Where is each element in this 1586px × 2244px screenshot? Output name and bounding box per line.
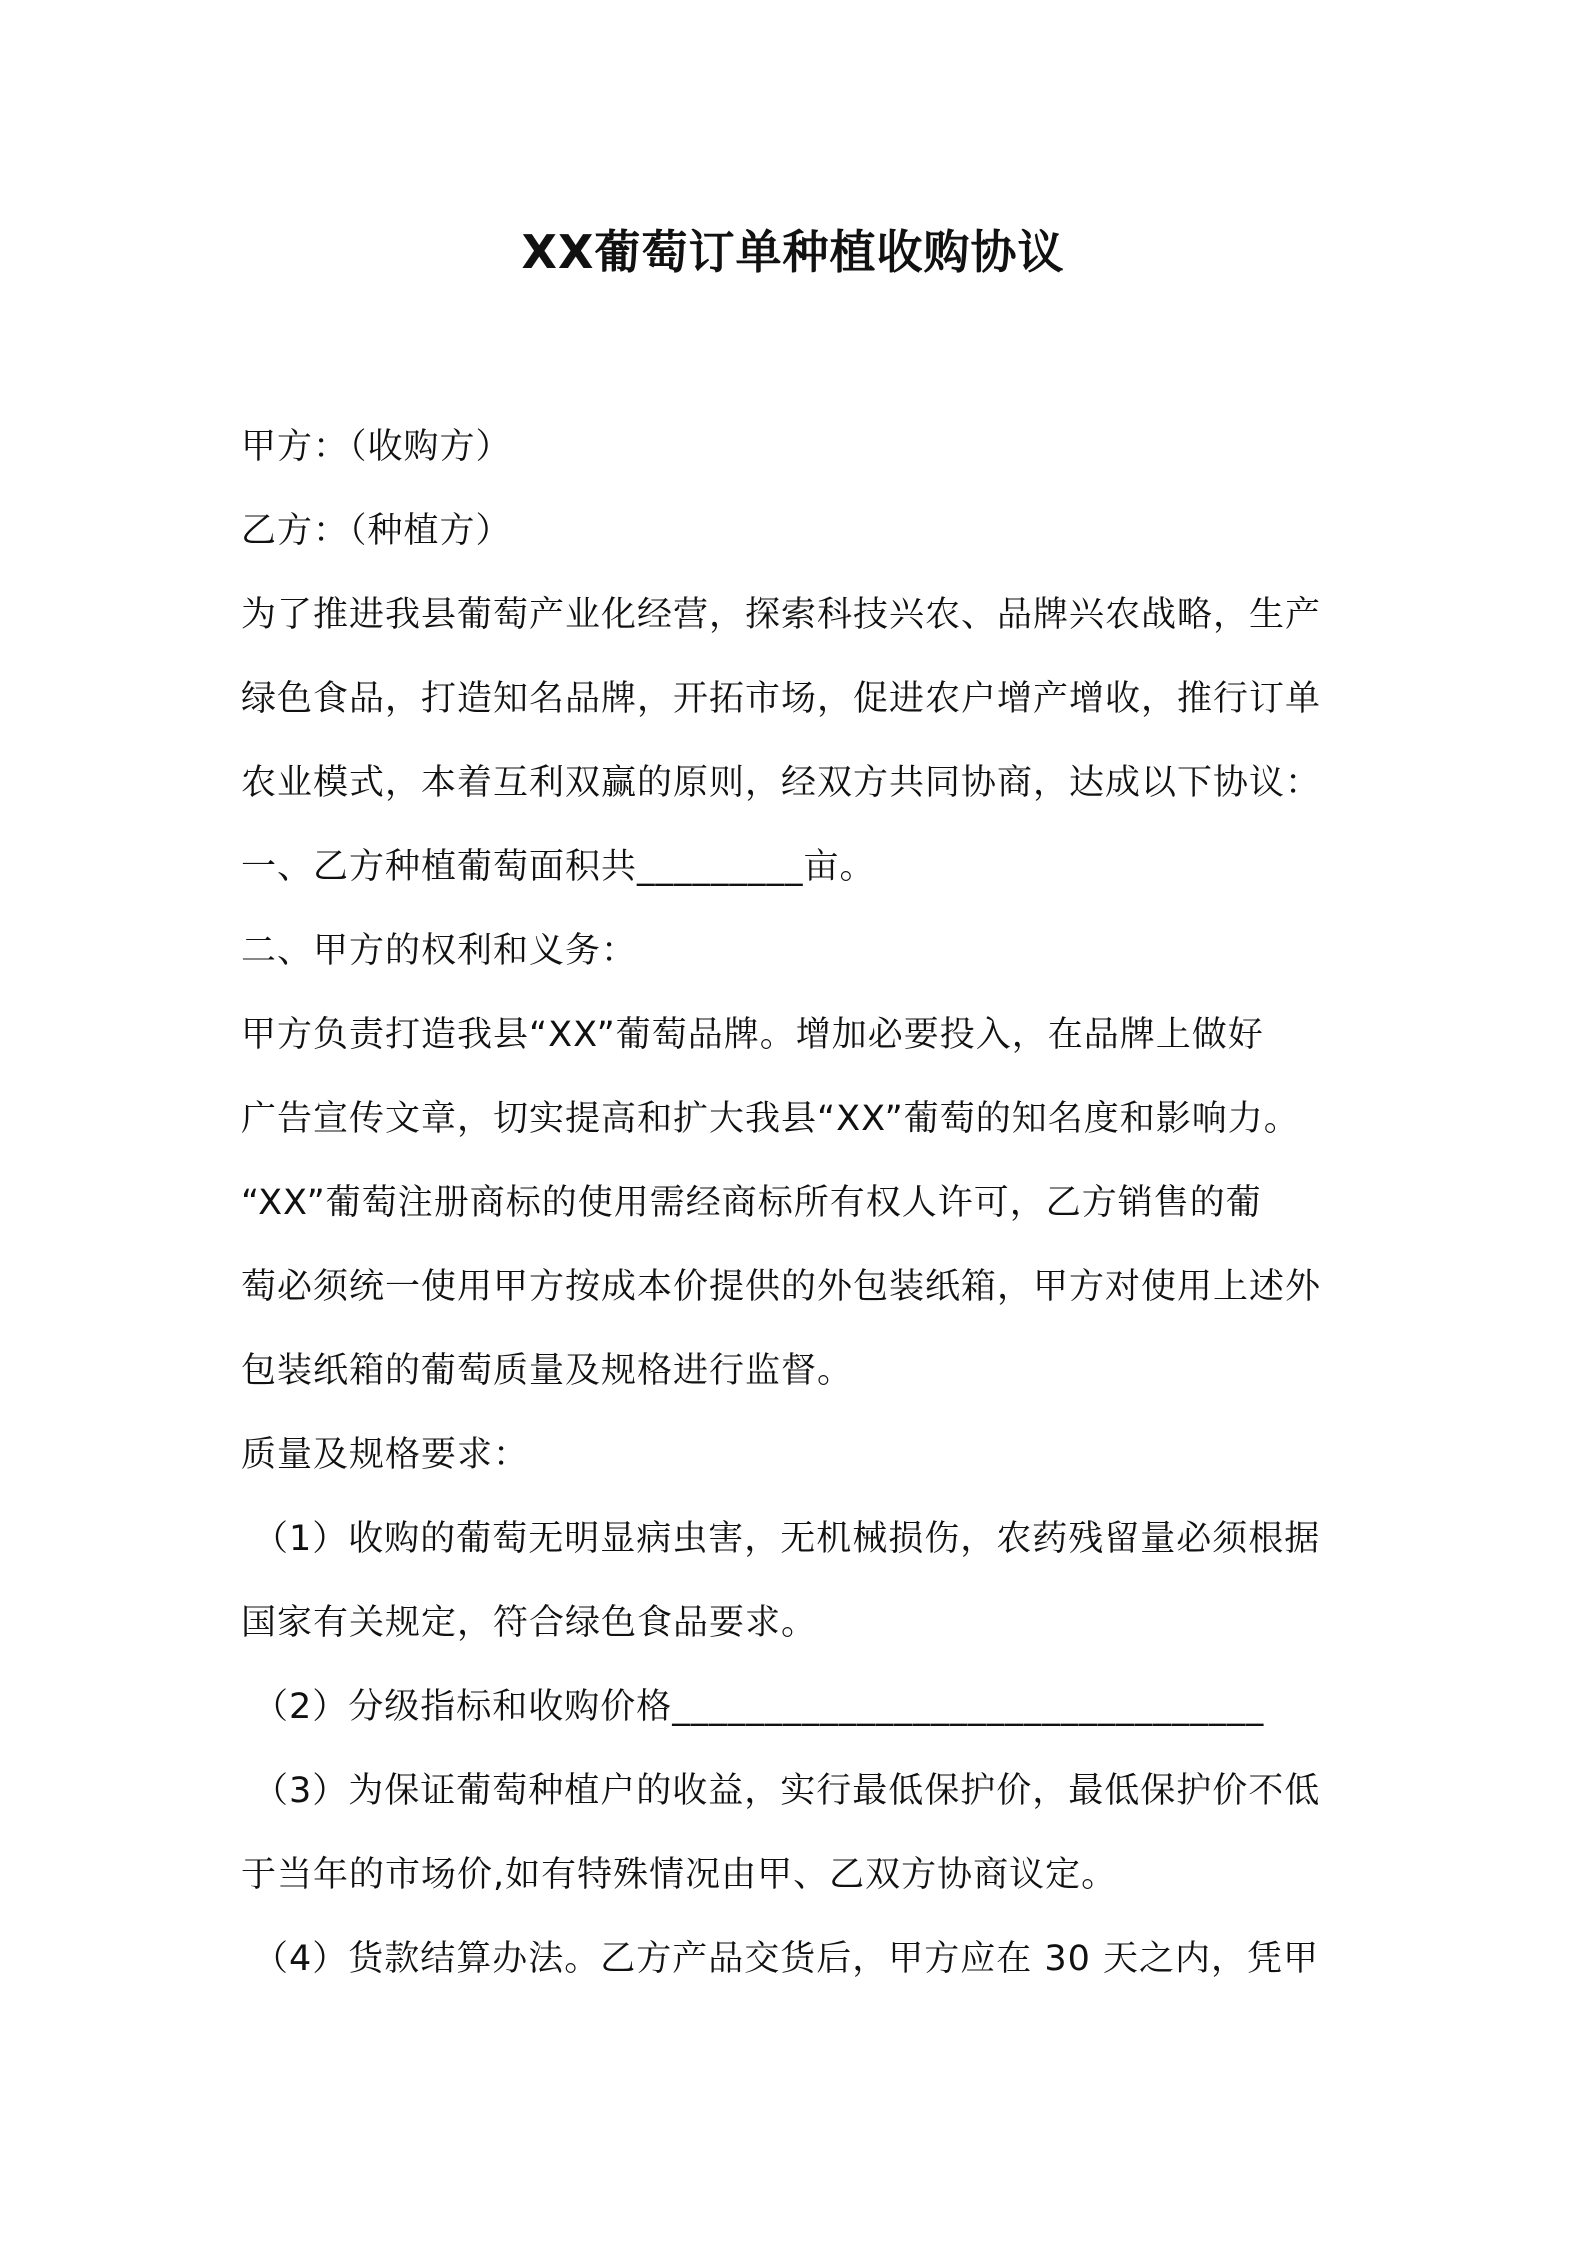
quality-item-3-line: 于当年的市场价,如有特殊情况由甲、乙双方协商议定。 — [241, 1855, 1118, 1895]
preamble-line: 农业模式，本着互利双赢的原则，经双方共同协商，达成以下协议： — [241, 763, 1322, 803]
clause-1-line: 一、乙方种植葡萄面积共_________亩。 — [241, 847, 876, 887]
clause-2-paragraph-line: 广告宣传文章，切实提高和扩大我县“XX”葡萄的知名度和影响力。 — [241, 1099, 1300, 1139]
party-a-line: 甲方：（收购方） — [241, 427, 512, 467]
clause-2-paragraph-line: 萄必须统一使用甲方按成本价提供的外包装纸箱，甲方对使用上述外 — [241, 1267, 1322, 1307]
quality-item-2-line: （2）分级指标和收购价格________________________________ — [253, 1687, 1265, 1727]
quality-item-3-line: （3）为保证葡萄种植户的收益，实行最低保护价，最低保护价不低 — [253, 1771, 1321, 1811]
preamble-line: 绿色食品，打造知名品牌，开拓市场，促进农户增产增收，推行订单 — [241, 679, 1322, 719]
clause-2-paragraph-line: 甲方负责打造我县“XX”葡萄品牌。增加必要投入，在品牌上做好 — [241, 1015, 1264, 1055]
party-b-line: 乙方：（种植方） — [241, 511, 512, 551]
preamble-line: 为了推进我县葡萄产业化经营，探索科技兴农、品牌兴农战略，生产 — [241, 595, 1322, 635]
quality-item-4-line: （4）货款结算办法。乙方产品交货后，甲方应在 30 天之内，凭甲 — [253, 1939, 1320, 1979]
quality-item-1-line: 国家有关规定，符合绿色食品要求。 — [241, 1603, 818, 1643]
clause-2-heading: 二、甲方的权利和义务： — [241, 931, 638, 971]
document-title: XX葡萄订单种植收购协议 — [521, 225, 1065, 279]
quality-item-1-line: （1）收购的葡萄无明显病虫害，无机械损伤，农药残留量必须根据 — [253, 1519, 1321, 1559]
clause-2-paragraph-line: 包装纸箱的葡萄质量及规格进行监督。 — [241, 1351, 854, 1391]
document-body — [241, 405, 1361, 2001]
clause-2-paragraph-line: “XX”葡萄注册商标的使用需经商标所有权人许可，乙方销售的葡 — [241, 1183, 1262, 1223]
quality-heading: 质量及规格要求： — [241, 1435, 530, 1475]
